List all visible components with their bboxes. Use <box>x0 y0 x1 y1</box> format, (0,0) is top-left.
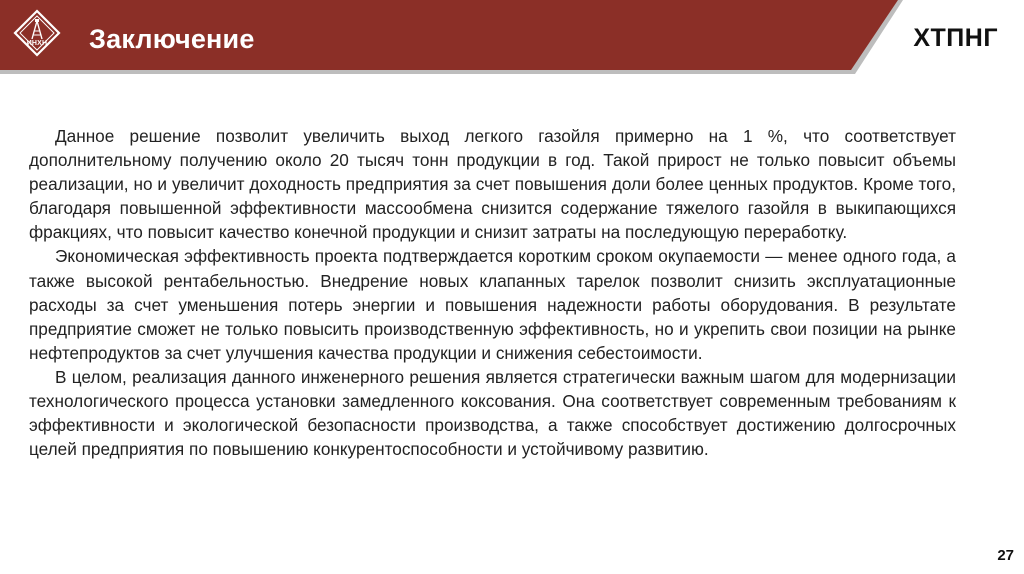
paragraph: В целом, реализация данного инженерного решения является стратегически важным шагом для модернизации технологического процесса установки замедленного коксования. Она соответствует современным требованиям к эффективности и экологической безопасности производства, а также способствует достижению долгосрочных целей предприятия по повышению конкурентоспособности и устойчивому развитию. <box>29 366 956 460</box>
brand-label: ХТПНГ <box>913 24 998 52</box>
conclusion-text <box>29 124 956 461</box>
institute-logo <box>13 9 61 57</box>
paragraph: Экономическая эффективность проекта подтверждается коротким сроком окупаемости — менее одного года, а также высокой рентабельностью. Внедрение новых клапанных тарелок позволит снизить эксплуатационные расходы за счет уменьшения потерь энергии и повышения надежности работы оборудования. В результате предприятие сможет не только повысить производственную эффективность, но и укрепить свои позиции на рынке нефтепродуктов за счет улучшения качества продукции и снижения себестоимости. <box>29 246 956 363</box>
paragraph: Данное решение позволит увеличить выход легкого газойля примерно на 1 %, что соответствует дополнительному получению около 20 тысяч тонн продукции в год. Такой прирост не только повысит объемы реализации, но и увеличит доходность предприятия за счет повышения доли более ценных продуктов. Кроме того, благодаря повышенной эффективности массообмена снизится содержание тяжелого газойля в выкипающихся фракциях, что повысит качество конечной продукции и снизит затраты на последующую переработку. <box>29 126 956 243</box>
page-title: Заключение <box>89 24 255 54</box>
page-number: 27 <box>997 547 1014 564</box>
logo-text: ИНХН <box>26 40 48 47</box>
